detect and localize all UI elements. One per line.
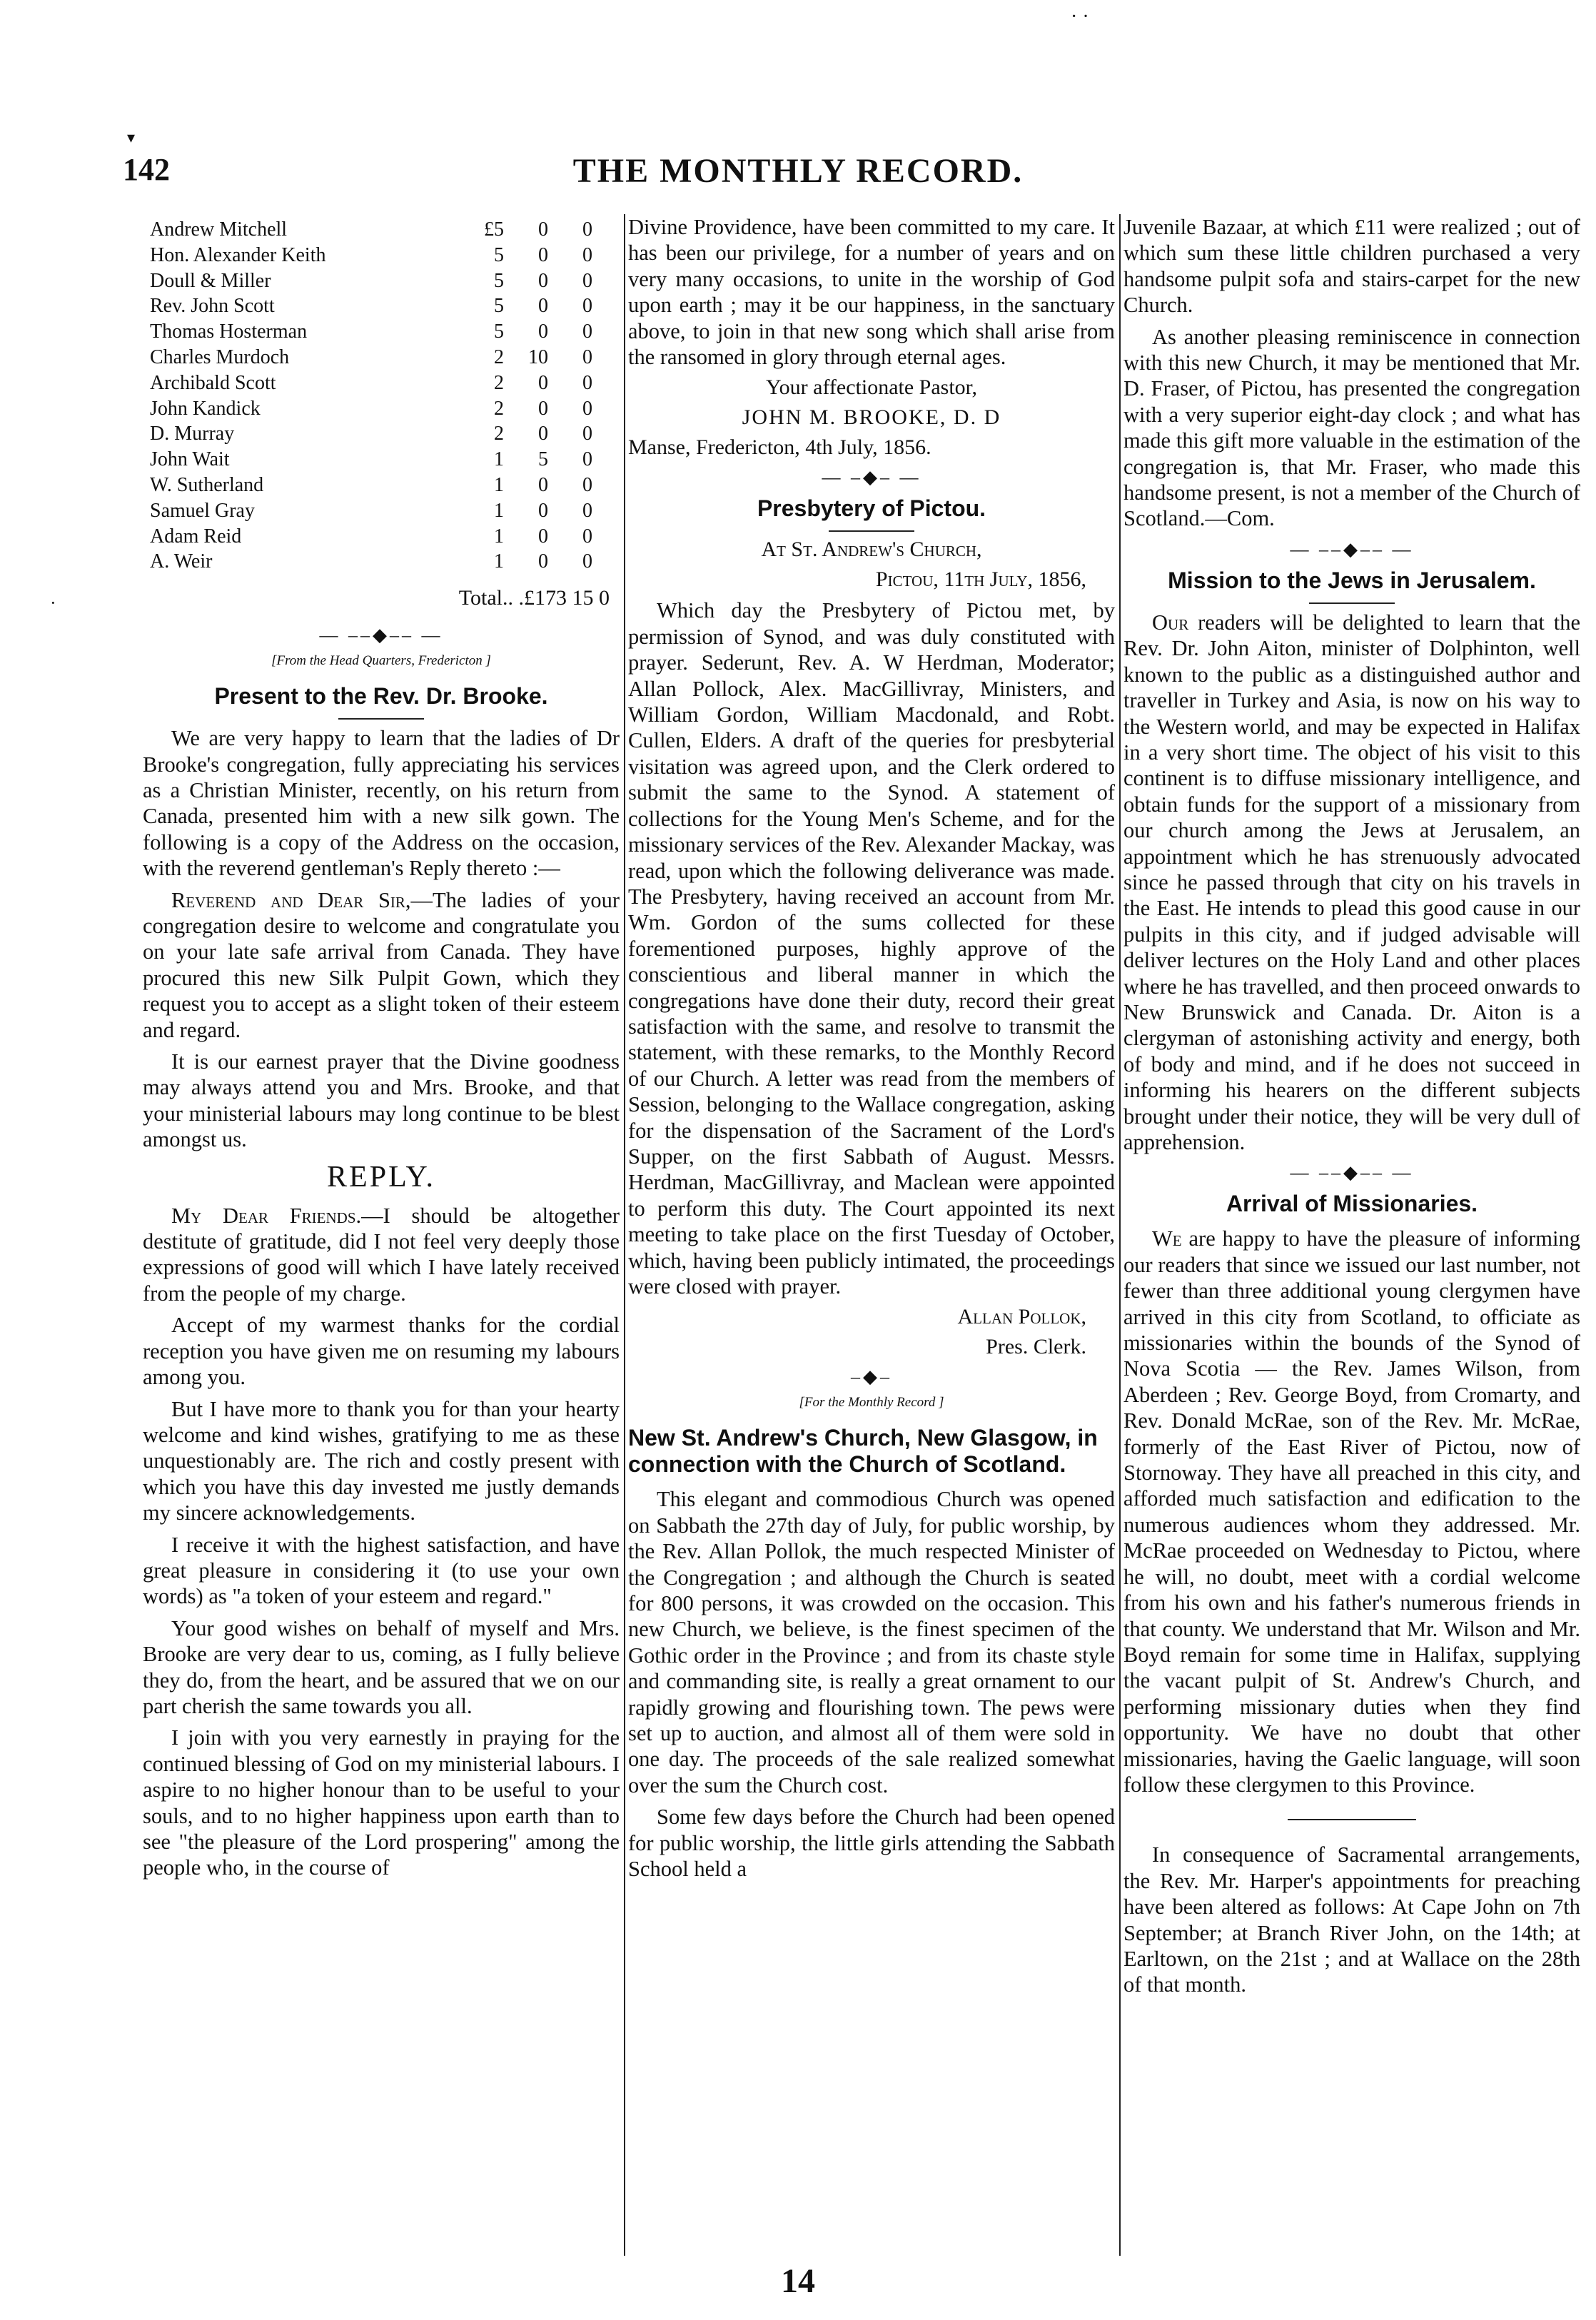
subscription-row (150, 319, 592, 345)
article-heading: Presbytery of Pictou. (757, 495, 986, 522)
paragraph: Your good wishes on behalf of myself and Mrs. Brooke are very dear to us, coming, as I fully believe they do, from the heart, and be assured that we on our part cherish the same towards you all. (143, 1615, 620, 1718)
amount-shillings: 0 (538, 218, 548, 241)
column-right (1123, 214, 1580, 2256)
page-number: 142 (123, 152, 170, 187)
amount-shillings: 0 (538, 295, 548, 318)
amount-pounds: 1 (494, 448, 504, 471)
paragraph: We are very happy to learn that the ladies of Dr Brooke's congregation, fully appreciating his services as a Christian Minister, recently, on his return from Canada, presented him with a new silk gown. The following is a copy of the Address on the occasion, with the reverend gentleman's Reply thereto :— (143, 726, 620, 881)
amount-shillings: 0 (538, 525, 548, 548)
subscriber-name: W. Sutherland (150, 473, 264, 496)
amount-pounds: 2 (494, 371, 504, 394)
article-heading: Present to the Rev. Dr. Brooke. (214, 683, 548, 710)
heading-rule (829, 530, 914, 532)
amount-pounds: 5 (494, 295, 504, 318)
amount-pounds: 2 (494, 397, 504, 420)
stray-mark: ▾ (127, 128, 136, 146)
subscription-row (150, 421, 592, 447)
place-date: Manse, Fredericton, 4th July, 1856. (628, 435, 931, 460)
subscriber-name: Adam Reid (150, 525, 242, 548)
paragraph: My Dear Friends.—I should be altogether destitute of gratitude, did I not feel very deeply those expressions of good will which I have lately received from the people of my charge. (143, 1203, 620, 1306)
amount-pounds: 5 (494, 269, 504, 292)
subscription-row (150, 473, 592, 498)
amount-pounds: 5 (494, 243, 504, 266)
article-heading: New St. Andrew's Church, New Glasgow, in connection with the Church of Scotland. (628, 1425, 1098, 1478)
amount-pounds: 2 (494, 346, 504, 368)
amount-shillings: 5 (538, 448, 548, 471)
article-source: [For the Monthly Record ] (799, 1395, 944, 1411)
subscriber-name: Archibald Scott (150, 371, 276, 394)
heading-rule (1309, 602, 1395, 604)
section-ornament: — ––◆–– — (1290, 1162, 1414, 1184)
section-ornament: — ––◆–– — (319, 625, 443, 646)
amount-pence: 0 (582, 295, 592, 318)
paragraph: Divine Providence, have been committed to my care. It has been our privilege, for a number of years and on very many occasions, to unite in the worship of God upon earth ; may it be our happiness, in the sanctuary above, to join in that new song which shall arise from the ransomed in glory through eternal ages. (628, 215, 1115, 370)
article-heading: Mission to the Jews in Jerusalem. (1168, 567, 1536, 593)
subscription-row (150, 370, 592, 396)
signature-mark: 14 (781, 2262, 815, 2300)
amount-pence: 0 (582, 473, 592, 496)
signature-title: Pres. Clerk. (986, 1335, 1086, 1359)
paragraph: Which day the Presbytery of Pictou met, by permission of Synod, and was duly constituted with prayer. Sederunt, Rev. A. W Herdman, Moderator; Allan Pollock, Alex. MacGillivray, Ministers, and William Gordon, William Macdonald, and Robt. Cullen, Elders. A draft of the queries for presbyterial visitation was agreed upon, and the Clerk ordered to submit the same to the Synod. A statement of collections for the Young Men's Scheme, and for the missionary services of the Rev. Alexander Mackay, was read, upon which the following deliverance was made. The Presbytery, having received an account from Mr. Wm. Gordon of the sums collected for these forementioned purposes, highly approve of the conscientious and liberal manner in which the congregations have done their duty, record their great satisfaction with the same, and resolve to transmit the statement, with these remarks, to the Monthly Record of our Church. A letter was read from the members of Session, belonging to the Wallace congregation, asking for the dispensation of the Sacrament of the Lord's Supper, on the first Sabbath of August. Messrs. Herdman, MacGillivray, and Maclean were appointed to perform this duty. The Court appointed its next meeting to take place on the first Tuesday of October, which, having been publicly intimated, the proceedings were closed with prayer. (628, 598, 1115, 1298)
paragraph: We are happy to have the pleasure of informing our readers that since we issued our last number, not fewer than three additional young clergymen have arrived in this city from Scotland, to officiate as missionaries within the bounds of the Synod of Nova Scotia — the Rev. James Wilson, from Aberdeen ; Rev. George Boyd, from Cromarty, and Rev. Donald McRae, son of the Rev. Mr. McRae, formerly of the East River of Pictou, now of Stornoway. They have all preached in this city, and afforded much satisfaction and edification to the numerous audiences whom they addressed. Mr. McRae proceeded on Wednesday to Pictou, where he will, no doubt, meet with a cordial welcome from his own and his father's numerous friends in that county. We understand that Mr. Wilson and Mr. Boyd remain for some time in Halifax, supplying the vacant pulpit of St. Andrew's Church, and performing missionary duties when they find opportunity. We have no doubt that other missionaries, having the Gaelic language, will soon follow these clergymen to this Province. (1123, 1226, 1580, 1797)
amount-pounds: 1 (494, 550, 504, 573)
amount-pounds: £5 (484, 218, 504, 241)
signer: JOHN M. BROOKE, D. D (742, 405, 1001, 430)
article-source: [From the Head Quarters, Fredericton ] (271, 653, 491, 669)
paragraph: But I have more to thank you for than your hearty welcome and kind wishes, gratifying to me as these unquestionably are. The rich and costly present with which you have this day invested me justly demands my sincere acknowledgements. (143, 1396, 620, 1525)
amount-pence: 0 (582, 423, 592, 445)
paragraph: I join with you very earnestly in praying for the continued blessing of God on my ministerial labours. I aspire to no higher honour than to be useful to your souls, and to no higher happiness upon earth than to see "the pleasure of the Lord prospering" among the people who, in the course of (143, 1725, 620, 1880)
column-rule (1119, 214, 1121, 2256)
subscriber-name: A. Weir (150, 550, 213, 573)
subscriber-name: D. Murray (150, 423, 235, 445)
subscriber-name: Samuel Gray (150, 499, 255, 522)
amount-pence: 0 (582, 448, 592, 471)
dateline: At St. Andrew's Church, (761, 538, 982, 562)
subscriber-name: Andrew Mitchell (150, 218, 288, 241)
amount-pence: 0 (582, 269, 592, 292)
column-middle (628, 214, 1115, 1888)
subscription-row (150, 447, 592, 473)
stray-marks: · · (1071, 6, 1089, 28)
amount-pence: 0 (582, 346, 592, 368)
subscription-list (150, 217, 592, 575)
subscriber-name: John Wait (150, 448, 230, 471)
amount-shillings: 0 (538, 473, 548, 496)
signature: Allan Pollok, (957, 1305, 1086, 1329)
amount-shillings: 0 (538, 397, 548, 420)
amount-pence: 0 (582, 321, 592, 343)
amount-shillings: 0 (538, 321, 548, 343)
paragraph: Juvenile Bazaar, at which £11 were realized ; out of which sum these little children purchased a very handsome pulpit sofa and stairs-carpet for the new Church. (1123, 215, 1580, 318)
section-ornament: — –◆– — (822, 467, 921, 488)
subscription-row (150, 268, 592, 294)
amount-pence: 0 (582, 371, 592, 394)
amount-pence: 0 (582, 218, 592, 241)
paragraph: It is our earnest prayer that the Divine goodness may always attend you and Mrs. Brooke, and that your ministerial labours may long continue to be blest amongst us. (143, 1049, 620, 1152)
paragraph: Some few days before the Church had been opened for public worship, the little girls attending the Sabbath School held a (628, 1805, 1115, 1882)
amount-shillings: 0 (538, 243, 548, 266)
subscriber-name: Doull & Miller (150, 269, 271, 292)
amount-shillings: 0 (538, 499, 548, 522)
closing: Your affectionate Pastor, (766, 375, 977, 400)
amount-shillings: 0 (538, 423, 548, 445)
paragraph: Reverend and Dear Sir,—The ladies of your congregation desire to welcome and congratulate you on your late safe arrival from Canada. They have procured this new Silk Pulpit Gown, which they request you to accept as a slight token of their esteem and regard. (143, 887, 620, 1042)
amount-shillings: 0 (538, 269, 548, 292)
paragraph: I receive it with the highest satisfaction, and have great pleasure in considering it (to use your own words) as "a token of your esteem and regard." (143, 1532, 620, 1609)
subscriber-name: Charles Murdoch (150, 346, 290, 368)
amount-pounds: 1 (494, 525, 504, 548)
subscription-row (150, 243, 592, 268)
subscription-row (150, 345, 592, 370)
amount-pounds: 1 (494, 473, 504, 496)
paragraph: Accept of my warmest thanks for the cordial reception you have given me on resuming my labours among you. (143, 1313, 620, 1390)
subscription-row (150, 293, 592, 319)
page-header-title: THE MONTHLY RECORD. (572, 152, 1024, 190)
heading-rule (338, 718, 424, 720)
paragraph: This elegant and commodious Church was opened on Sabbath the 27th day of July, for public worship, by the Rev. Allan Pollok, the much respected Minister of the Congregation ; and although the Church is seated for 800 persons, it was crowded on the occasion. This new Church, we believe, is the finest specimen of the Gothic order in the Province ; and from its chaste style and commanding site, is really a great ornament to our rapidly growing and flourishing town. The pews were set up to auction, and almost all of them were sold in one day. The proceeds of the sale realized somewhat over the sum the Church cost. (628, 1487, 1115, 1797)
section-rule (1288, 1819, 1416, 1820)
reply-heading: REPLY. (327, 1160, 435, 1194)
subscription-row (150, 396, 592, 422)
amount-pence: 0 (582, 499, 592, 522)
subscription-row (150, 549, 592, 575)
subscription-row (150, 498, 592, 524)
amount-pence: 0 (582, 525, 592, 548)
subscription-row (150, 524, 592, 550)
amount-pence: 0 (582, 243, 592, 266)
stray-mark: · (50, 592, 56, 613)
amount-pence: 0 (582, 397, 592, 420)
amount-shillings: 0 (538, 371, 548, 394)
section-ornament: –◆– (851, 1366, 892, 1388)
section-ornament: — ––◆–– — (1290, 538, 1414, 560)
paragraph: Our readers will be delighted to learn that the Rev. Dr. John Aiton, minister of Dolphinton, well known to the public as a distinguished author and traveller in Turkey and Asia, is now on his way to the Western world, and may be expected in Halifax in a very short time. The object of his visit to this continent is to diffuse missionary intelligence, and obtain funds for the support of a missionary from our church among the Jews at Jerusalem, an appointment which he has strenuously advocated since he passed through that city on his travels in the East. He intends to plead this good cause in our pulpits in this city, and if judged advisable will deliver lectures on the Holy Land and other places where he has travelled, and then proceed onwards to New Brunswick and Canada. Dr. Aiton is a clergyman of astonishing activity and energy, both of body and mind, and if he does not succeed in informing his hearers on the different subjects brought under their notice, they will be very dull of apprehension. (1123, 610, 1580, 1154)
subscriber-name: Rev. John Scott (150, 295, 275, 318)
amount-shillings: 0 (538, 550, 548, 573)
subscription-row (150, 217, 592, 243)
amount-pence: 0 (582, 550, 592, 573)
amount-shillings: 10 (528, 346, 548, 368)
column-rule (624, 214, 625, 2256)
amount-pounds: 1 (494, 499, 504, 522)
subscriber-name: Hon. Alexander Keith (150, 243, 326, 266)
subscriber-name: John Kandick (150, 397, 261, 420)
dateline: Pictou, 11th July, 1856, (875, 568, 1086, 592)
paragraph: In consequence of Sacramental arrangements, the Rev. Mr. Harper's appointments for preaching have been altered as follows: At Cape John on 7th September; at Branch River John, on the 14th; at Earltown, on the 21st ; and at Wallace on the 28th of that month. (1123, 1842, 1580, 1997)
subscriber-name: Thomas Hosterman (150, 321, 308, 343)
amount-pounds: 5 (494, 321, 504, 343)
amount-pounds: 2 (494, 423, 504, 445)
article-heading: Arrival of Missionaries. (1226, 1191, 1478, 1217)
subscription-total: Total.. .£173 15 0 (458, 586, 610, 610)
column-left (143, 214, 620, 1887)
paragraph: As another pleasing reminiscence in connection with this new Church, it may be mentioned that Mr. D. Fraser, of Pictou, has presented the congregation with a very superior eight-day clock ; and what has made this gift more valuable in the estimation of the congregation is, that Mr. Fraser, who made this handsome present, is not a member of the Church of Scotland.—Com. (1123, 324, 1580, 531)
